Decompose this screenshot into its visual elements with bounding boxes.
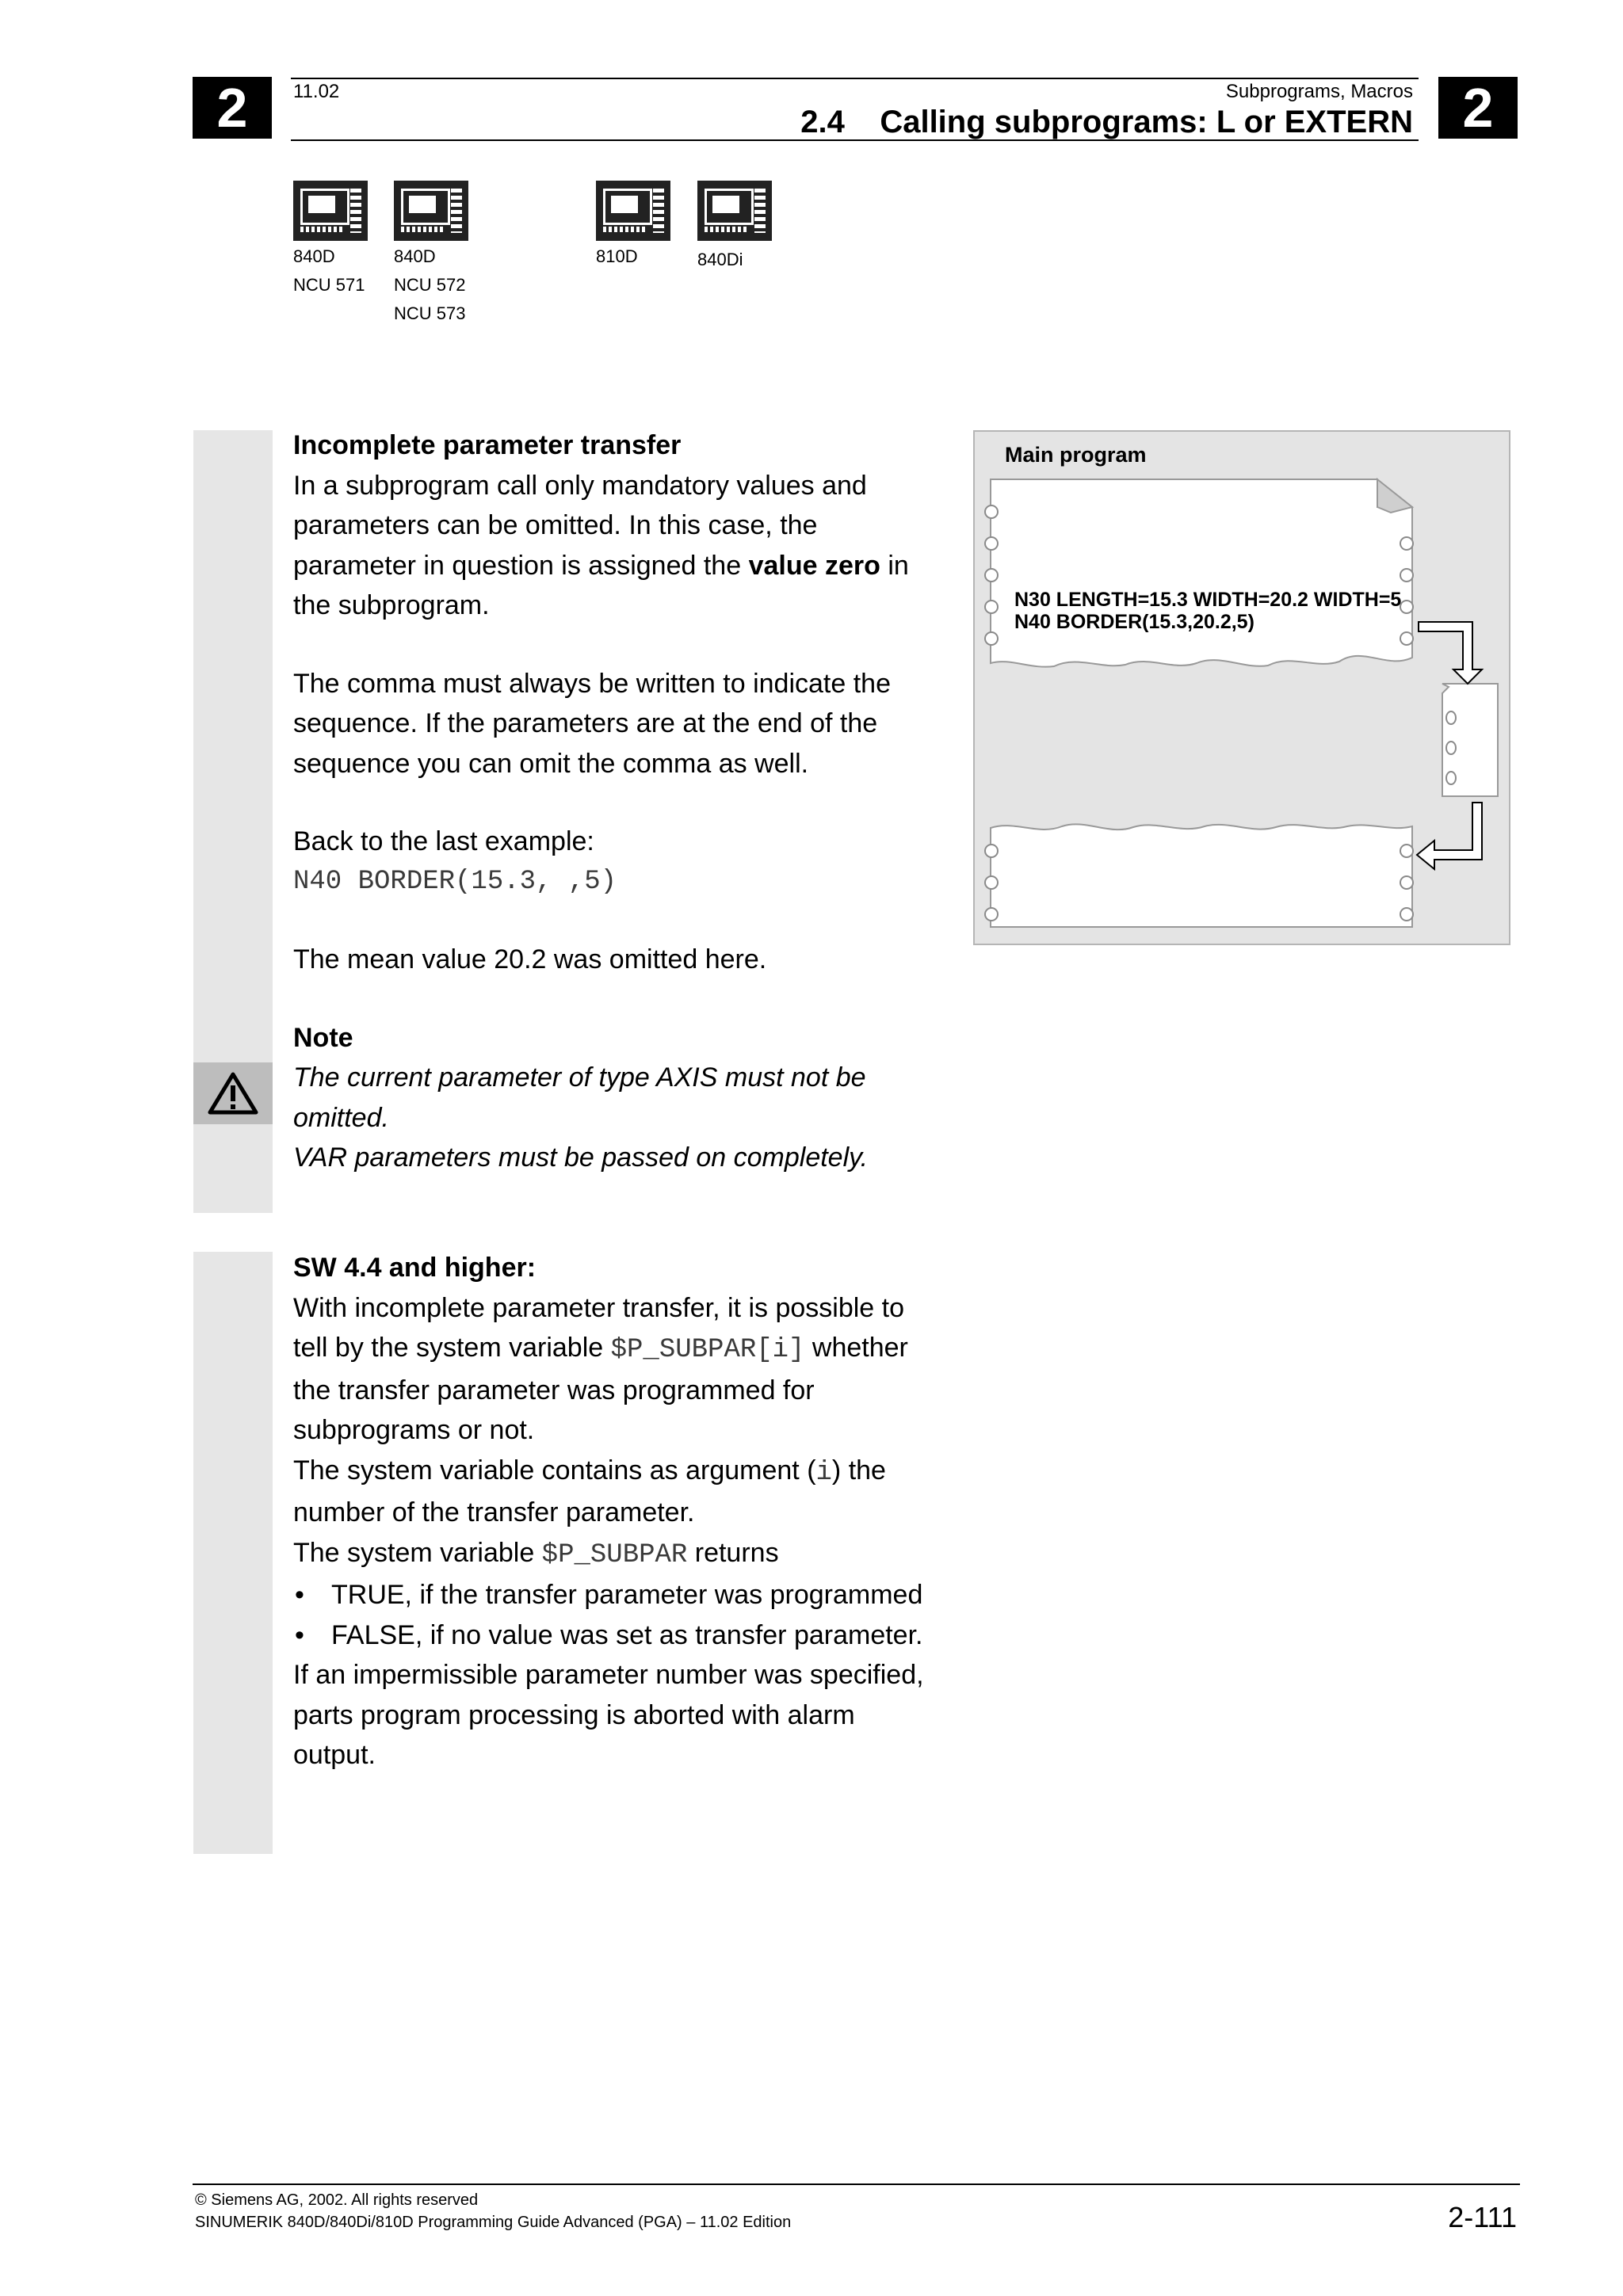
- footer-rule: [193, 2183, 1520, 2185]
- punch-hole: [1400, 600, 1414, 614]
- diagram-code-line: N30 LENGTH=15.3 WIDTH=20.2 WIDTH=5: [1014, 589, 1402, 611]
- header-bottom-rule: [291, 139, 1419, 141]
- punch-hole: [1400, 568, 1414, 582]
- punch-hole: [1400, 844, 1414, 858]
- code-inline: $P_SUBPAR: [541, 1539, 688, 1570]
- list-item: • FALSE, if no value was set as transfer parameter.: [293, 1615, 943, 1656]
- punch-hole: [1400, 875, 1414, 890]
- control-panel-icon: [697, 181, 772, 241]
- paragraph: The system variable $P_SUBPAR returns: [293, 1537, 779, 1570]
- page-number: 2-111: [1448, 2201, 1517, 2233]
- footer-copyright: © Siemens AG, 2002. All rights reserved: [195, 2191, 479, 2209]
- chapter-marker-right: [1438, 77, 1518, 139]
- control-panel-icon: [293, 181, 368, 241]
- paragraph: The comma must always be written to indicate the sequence. If the parameters are at the end of the sequence you can omit the comma as well.: [293, 668, 891, 779]
- control-panel-icon: [596, 181, 670, 241]
- punch-hole: [984, 907, 999, 921]
- header-category: Subprograms, Macros: [1225, 81, 1413, 102]
- punch-hole: [984, 631, 999, 646]
- footer-guide-title: SINUMERIK 840D/840Di/810D Programming Guide Advanced (PGA) – 11.02 Edition: [195, 2214, 792, 2231]
- code-example: N40 BORDER(15.3, ,5): [293, 866, 617, 897]
- chapter-number: 2: [216, 77, 248, 139]
- warning-triangle-icon: [208, 1071, 258, 1116]
- paragraph: In a subprogram call only mandatory values and parameters can be omitted. In this case, the parameter in question is assigned the value zero in the subprogram.: [293, 470, 909, 620]
- margin-bar: [193, 1252, 273, 1854]
- code-inline: i: [815, 1457, 832, 1488]
- section-heading: Incomplete parameter transfer: [293, 430, 682, 460]
- punch-hole: [984, 505, 999, 519]
- control-label-840d-ncu572: 840D NCU 572 NCU 573: [394, 246, 466, 323]
- punch-hole: [984, 600, 999, 614]
- control-label-840d-ncu571: 840D NCU 571: [293, 246, 365, 295]
- diagram-title: Main program: [1005, 443, 1147, 467]
- punch-hole: [1400, 536, 1414, 551]
- section-incomplete-parameter-transfer: [293, 425, 943, 1178]
- control-label-840di: 840Di: [697, 250, 743, 269]
- paragraph: If an impermissible parameter number was specified, parts program processing is aborted with alarm output.: [293, 1660, 924, 1770]
- note-text: The current parameter of type AXIS must not be omitted.: [293, 1062, 866, 1133]
- punch-hole: [1445, 741, 1457, 755]
- chapter-number: 2: [1462, 77, 1494, 139]
- note-heading: Note: [293, 1022, 353, 1053]
- code-inline: $P_SUBPAR[i]: [610, 1335, 805, 1365]
- diagram-drawing: [975, 432, 1509, 944]
- section-sw44: [293, 1248, 943, 1775]
- section-heading: SW 4.4 and higher:: [293, 1253, 537, 1283]
- control-label-810d: 810D: [596, 246, 638, 266]
- punch-hole: [984, 844, 999, 858]
- diagram-code-line: N40 BORDER(15.3,20.2,5): [1014, 611, 1254, 633]
- punch-hole: [984, 568, 999, 582]
- paragraph: The system variable contains as argument (i) the number of the transfer parameter.: [293, 1455, 886, 1527]
- punch-hole: [984, 875, 999, 890]
- main-program-diagram: [973, 430, 1510, 945]
- control-panel-icon: [394, 181, 468, 241]
- paragraph: The mean value 20.2 was omitted here.: [293, 944, 767, 974]
- list-item: • TRUE, if the transfer parameter was programmed: [293, 1575, 943, 1615]
- header-top-rule: [291, 78, 1419, 79]
- punch-hole: [1445, 771, 1457, 785]
- warning-box: [193, 1062, 273, 1124]
- punch-hole: [1445, 711, 1457, 725]
- punch-hole: [1400, 907, 1414, 921]
- paragraph: Back to the last example:: [293, 826, 594, 856]
- section-title: 2.4 Calling subprograms: L or EXTERN: [800, 105, 1413, 139]
- emphasis: value zero: [748, 550, 880, 581]
- header-date: 11.02: [293, 81, 340, 102]
- punch-hole: [1400, 631, 1414, 646]
- punch-hole: [984, 536, 999, 551]
- note-text: VAR parameters must be passed on completely.: [293, 1142, 869, 1173]
- paragraph: With incomplete parameter transfer, it is possible to tell by the system variable $P_SUBPAR[i] whether the transfer parameter was programmed for subprograms or not.: [293, 1292, 908, 1445]
- chapter-marker-left: [193, 77, 272, 139]
